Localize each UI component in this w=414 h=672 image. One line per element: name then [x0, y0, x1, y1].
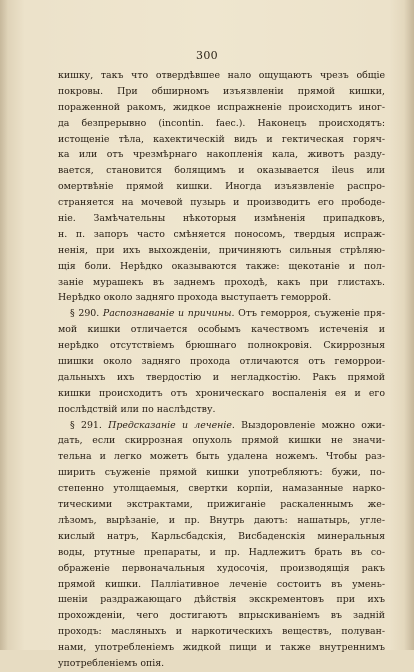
text-run: истощеніе тѣла, кахектическій видъ и гектическая горяч-	[58, 133, 385, 145]
text-line	[58, 84, 385, 100]
text-line	[58, 322, 385, 338]
text-run: лѣзомъ, вырѣзаніе, и пр. Внутрь даютъ: нашатырь, угле-	[58, 514, 385, 526]
text-line	[58, 640, 385, 656]
text-line	[58, 179, 385, 195]
page-binding-shadow	[0, 0, 8, 650]
text-run: Выздоровленіе можно ожи-	[234, 419, 385, 431]
text-line	[58, 433, 385, 449]
text-run: воды, ртутные препараты, и пр. Надлежитъ брать въ со-	[58, 546, 385, 558]
text-run: дать, если скиррозная опухоль прямой кишки не значи-	[58, 435, 385, 447]
text-line	[58, 449, 385, 465]
body-text	[58, 68, 385, 672]
text-run: § 290.	[70, 308, 103, 320]
text-line	[58, 116, 385, 132]
text-line	[58, 132, 385, 148]
text-line	[58, 513, 385, 529]
text-run: да безпрерывно (incontin. faec.). Наконецъ происходятъ:	[58, 117, 385, 129]
text-line	[58, 195, 385, 211]
text-run: омертвѣніе прямой кишки. Иногда изъязвленіе распро-	[58, 181, 385, 193]
text-run: кислый натръ, Карльсбадскія, Висбаденскія минеральныя	[58, 530, 385, 542]
text-run: вается, становится болящимъ и оказывается ileus или	[58, 165, 385, 177]
text-run: прохожденіи, чего достигаютъ впрыскиваніемъ въ задній	[58, 610, 385, 622]
text-run: нами, употребленіемъ жидкой пищи и также внутреннимъ	[58, 642, 385, 654]
text-line	[58, 577, 385, 593]
text-line	[58, 592, 385, 608]
text-line	[58, 624, 385, 640]
text-line	[58, 259, 385, 275]
text-run: щія боли. Нерѣдко оказываются также: щекотаніе и пол-	[58, 260, 385, 272]
text-line	[58, 338, 385, 354]
text-line	[58, 561, 385, 577]
text-line	[58, 545, 385, 561]
text-run: Нерѣдко около задняго прохода выступаетъ геморрой.	[58, 292, 332, 304]
text-run: ніе. Замѣчательны нѣкоторыя измѣненія припадковъ,	[58, 213, 385, 225]
text-line	[58, 386, 385, 402]
text-line	[58, 529, 385, 545]
text-run: § 291.	[70, 419, 109, 431]
text-line	[58, 227, 385, 243]
text-line	[58, 608, 385, 624]
text-run: тическими экстрактами, прижиганіе раскаленнымъ же-	[58, 499, 385, 511]
text-line	[58, 275, 385, 291]
text-run: шеніи раздражающаго дѣйствія экскрементовъ при ихъ	[58, 594, 385, 606]
text-run: шишки около задняго прохода отличаются отъ геморрои-	[58, 356, 385, 368]
text-line	[58, 656, 385, 672]
text-line	[58, 290, 385, 306]
text-line	[58, 402, 385, 418]
text-run: ненія, при ихъ выхожденіи, причиняютъ сильныя стрѣляю-	[58, 244, 385, 256]
text-run: н. п. запоръ часто смѣняется поносомъ, твердыя испраж-	[58, 228, 385, 240]
text-run: дальныхъ ихъ твердостію и негладкостію. Ракъ прямой	[58, 371, 385, 383]
text-run: пораженной ракомъ, жидкое испражненіе происходитъ иног-	[58, 101, 385, 113]
text-run: мой кишки отличается особымъ качествомъ истеченія и	[58, 324, 385, 336]
page-edge-shadow	[404, 0, 414, 650]
text-run: покровы. При обширномъ изъязвленіи прямой кишки,	[58, 85, 385, 97]
text-run: степенно утолщаемыя, свертки корпіи, намазанные нарко-	[58, 483, 385, 495]
text-line	[58, 163, 385, 179]
section-heading-line	[58, 306, 385, 322]
text-line	[58, 465, 385, 481]
section-title: Распознаваніе и причины.	[102, 308, 235, 320]
section-title: Предсказаніе и леченіе.	[108, 419, 235, 431]
text-run: ширить съуженіе прямой кишки употребляютъ: бужи, по-	[58, 467, 385, 479]
text-line	[58, 147, 385, 163]
text-run: кишку, такъ что отвердѣвшее нало ощущаютъ чрезъ общіе	[58, 70, 385, 81]
text-line	[58, 481, 385, 497]
page-number: 300	[196, 49, 218, 62]
text-run: кишки происходитъ отъ хроническаго воспаленія ея и его	[58, 387, 385, 399]
text-line	[58, 68, 385, 84]
text-line	[58, 370, 385, 386]
text-run: употребленіемъ опія.	[58, 657, 165, 669]
text-line	[58, 497, 385, 513]
text-run: прямой кишки. Палліативное леченіе состоитъ въ умень-	[58, 578, 385, 590]
text-run: тельна и легко можетъ быть удалена ножемъ. Чтобы раз-	[58, 451, 385, 463]
text-run: заніе мурашекъ въ заднемъ проходѣ, какъ при глистахъ.	[58, 276, 385, 288]
text-run: нерѣдко отсутствіемъ брюшнаго полнокровія. Скиррозныя	[58, 340, 385, 352]
text-line	[58, 100, 385, 116]
text-run: Отъ геморроя, съуженіе пря-	[234, 308, 385, 320]
text-run: проходъ: масляныхъ и наркотическихъ веществъ, полуван-	[58, 626, 385, 638]
text-run: ображеніе первоначальныя худосочія, производящія ракъ	[58, 562, 385, 574]
text-run: страняется на мочевой пузырь и производитъ его прободе-	[58, 197, 385, 209]
text-run: ка или отъ чрезмѣрнаго накопленія кала, животъ разду-	[58, 149, 385, 161]
text-line	[58, 354, 385, 370]
section-heading-line	[58, 418, 385, 434]
text-line	[58, 243, 385, 259]
text-run: послѣдствій или по наслѣдству.	[58, 403, 216, 415]
text-line	[58, 211, 385, 227]
